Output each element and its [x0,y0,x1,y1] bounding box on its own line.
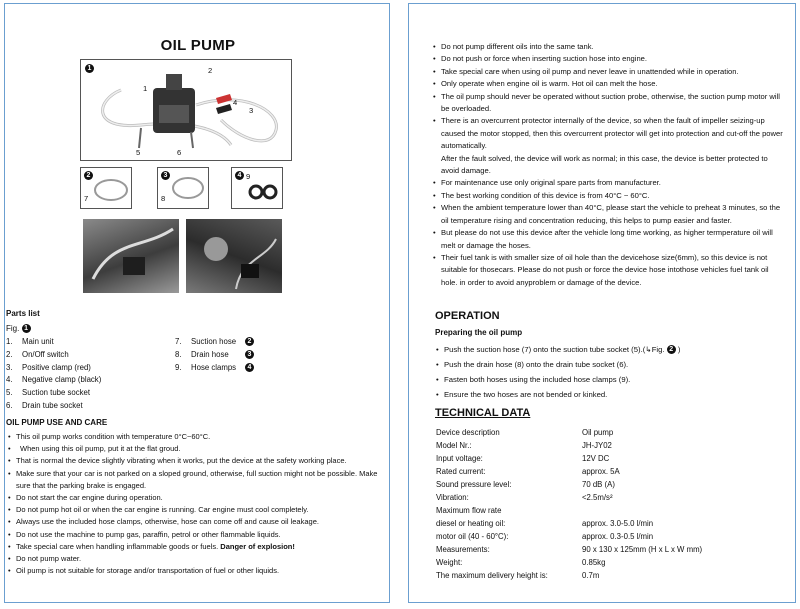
callout-5: 5 [136,148,141,157]
list-item: • When using this oil pump, put it at the flat groud. [8,443,384,455]
parts-list-left [6,336,101,413]
operation-subheading: Preparing the oil pump [435,328,523,337]
table-row: Weight: 0.85kg [436,558,606,567]
technical-data-heading: TECHNICAL DATA [435,407,531,419]
part-item: 4. Negative clamp (black) [6,375,102,385]
list-item: • Their fuel tank is with smaller size of oil hole than the devicehose size(6mm), so this device is not suitable for thosecars. Please do not push or force the device hose intothose vehicles fuel tank oil hole. in order to avoid anyproblem or damage of the device. [433,252,785,289]
parts-list-right [175,336,254,374]
list-item: • Oil pump is not suitable for storage and/or transportation of fuel or other liquids. [8,565,384,577]
parts-list-heading: Parts list [6,309,40,318]
list-item: • Do not pump different oils into the same tank. [433,41,785,53]
list-item: • Do not use the machine to pump gas, paraffin, petrol or other flammable liquids. [8,529,384,541]
figure-badge: 2 [84,171,93,180]
part-item: 7. Suction hose 2 [175,336,254,349]
part-item: 2. On/Off switch [6,349,69,359]
list-item: • Take special care when handling inflammable goods or fuels. Danger of explosion! [8,541,384,553]
figure-badge: 1 [85,64,94,73]
list-item-continuation: After the fault solved, the device will work as normal; in this case, the device is better protected to avoid damage. [441,153,768,176]
part-item: 9. Hose clamps 4 [175,362,254,375]
precautions-list [433,41,785,289]
part-item: 5. Suction tube socket [6,388,91,398]
table-row: The maximum delivery height is: 0.7m [436,571,600,580]
list-item: • Fasten both hoses using the included hose clamps (9). [436,372,786,387]
operation-steps [436,342,786,402]
figure-2-suction-hose [80,167,132,209]
callout-6: 6 [177,148,182,157]
list-item: • Do not start the car engine during operation. [8,492,384,504]
danger-warning: Danger of explosion! [220,541,295,551]
part-item: 6. Drain tube socket [6,400,83,410]
page-title: OIL PUMP [160,37,236,54]
list-item: • When the ambient temperature lower than 40°C, please start the vehicle to preheat 3 minutes, so the oil temperature rising and concentration reducing, this helps to pump easier and faster. [433,202,785,227]
figure-badge: 3 [161,171,170,180]
list-item: • Do not pump water. [8,553,384,565]
part-label-8: 8 [161,194,166,203]
oil-pump-illustration [81,60,291,160]
list-item: • Do not push or force when inserting suction hose into engine. [433,53,785,65]
callout-1: 1 [143,84,148,93]
callout-3: 3 [249,106,254,115]
callout-4: 4 [233,98,238,107]
list-item: • There is an overcurrent protector internally of the device, so when the fault of impeller seizing-up caused the motor stopped, then this overcurrent protector will get into protection and cut-off the power automatically. [433,115,785,152]
list-item: • This oil pump works condition with temperature 0°C~60°C. [8,431,384,443]
list-item: • The best working condition of this device is from 40°C ~ 60°C. [433,190,785,202]
list-item: • Make sure that your car is not parked on a sloped ground, otherwise, full suction might not be possible. Make sure that the parking brake is engaged. [8,468,384,492]
part-item: 8. Drain hose 3 [175,349,254,362]
list-item: • That is normal the device slightly vibrating when it works, put the device at the safety working place. [8,455,384,467]
table-row: Sound pressure level: 70 dB (A) [436,480,615,489]
figure-badge: 4 [235,171,244,180]
figure-3-drain-hose [157,167,209,209]
part-label-9: 9 [246,172,251,181]
table-row: diesel or heating oil: approx. 3.0-5.0 l/min [436,519,654,528]
part-item: 1. Main unit [6,337,54,346]
table-row: Device description Oil pump [436,428,614,437]
table-row: Measurements: 90 x 130 x 125mm (H x L x W mm) [436,545,703,554]
list-item: • But please do not use this device after the vehicle long time working, as higher termperature oil will melt or damage the hoses. [433,227,785,252]
right-page [408,3,796,603]
list-item: • Push the suction hose (7) onto the suction tube socket (5).(↳Fig. 2 ) [436,342,786,357]
list-item: • Always use the included hose clamps, otherwise, hose can come off and cause oil leakage. [8,516,384,528]
use-care-list [8,431,384,577]
figure-1-main-unit [80,59,292,161]
list-item: • For maintenance use only original spare parts from manufacturer. [433,177,785,189]
table-row: motor oil (40 - 60°C): approx. 0.3-0.5 l/min [436,532,654,541]
fig-badge: 2 [667,345,676,354]
list-item: • Only operate when engine oil is warm. Hot oil can melt the hose. [433,78,785,90]
operation-heading: OPERATION [435,310,500,322]
table-row: Input voltage: 12V DC [436,454,610,463]
list-item: • Do not pump hot oil or when the car engine is running. Car engine must cool completely. [8,504,384,516]
use-care-heading: OIL PUMP USE AND CARE [6,418,108,427]
left-page [4,3,390,603]
part-label-7: 7 [84,194,89,203]
list-item: • Ensure the two hoses are not bended or kinked. [436,387,786,402]
table-row: Rated current: approx. 5A [436,467,620,476]
list-item: • Take special care when using oil pump and never leave in unattended while in operation. [433,66,785,78]
table-row: Maximum flow rate [436,506,502,515]
table-row: Vibration: <2.5m/s² [436,493,613,502]
photo-engine-bay [186,219,282,293]
list-item: • Push the drain hose (8) onto the drain tube socket (6). [436,357,786,372]
list-item: • The oil pump should never be operated without suction probe, otherwise, the suction pump motor will be overloaded. [433,91,785,116]
part-item: 3. Positive clamp (red) [6,362,91,372]
fig-badge: 1 [22,324,31,333]
figure-4-hose-clamps [231,167,283,209]
callout-2: 2 [208,66,213,75]
table-row: Model Nr.: JH-JY02 [436,441,612,450]
fig-reference: Fig. 1 [6,324,31,333]
photo-pump-in-use [83,219,179,293]
